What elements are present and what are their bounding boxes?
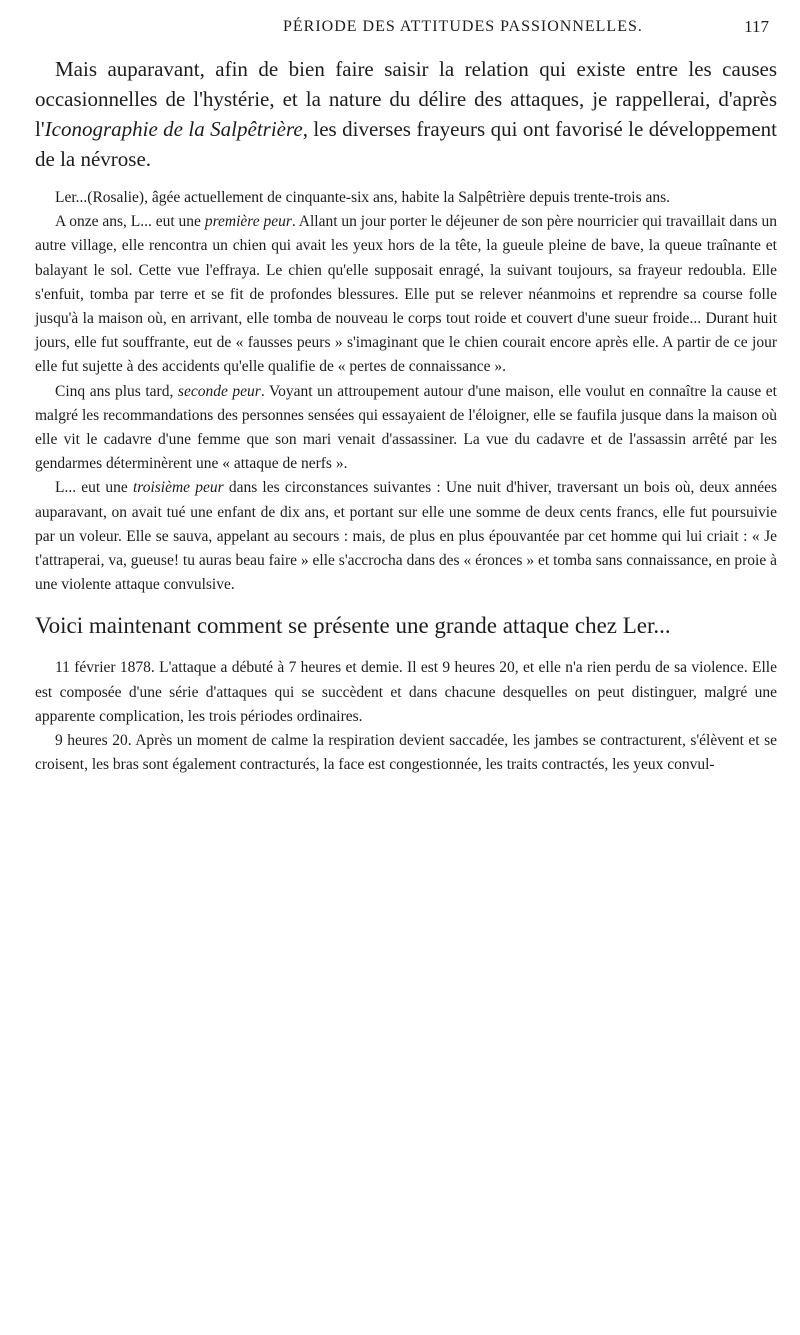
record-paragraph-2: 9 heures 20. Après un moment de calme la respiration devient saccadée, les jambes se contracturent, s'élèvent et se croisent, les bras sont également contracturés, la face est congestionnée, les traits contractés, les yeux convul- — [35, 732, 777, 774]
case-paragraph-4 — [35, 476, 777, 597]
case-paragraph-3 — [35, 380, 777, 477]
case-p3-text-a: Cinq ans plus tard, — [55, 382, 178, 400]
case-p4-italic: troisième peur — [132, 479, 224, 497]
intro-text-2: , les diverses frayeurs qui ont favorisé le développement de la névrose. — [35, 117, 778, 171]
intro-italic-title: Iconographie de la Salpêtrière — [44, 117, 303, 141]
case-p3-italic: seconde peur — [177, 382, 261, 400]
case-p4-text-b: dans les circonstances suivantes : Une nuit d'hiver, traversant un bois où, deux années auparavant, on avait tué une enfant de dix ans, et portant sur elle une somme de deux cents francs, elle fut poursuivie par un voleur. Elle se sauva, appelant au secours : mais, de plus en plus épouvantée par cet homme qui lui criait : « Je t'attraperai, va, gueuse! tu auras beau faire » elle s'accrocha dans des « éronces » et tomba sans connaissance, en proie à une violente attaque convulsive. — [35, 479, 777, 594]
case-p3-text-b: . Voyant un attroupement autour d'une maison, elle voulut en connaître la cause et malgré les recommandations des personnes sensées qui essayaient de l'éloigner, elle se faufila jusque dans la maison où elle vit le cadavre d'une femme que son mari venait d'assassiner. La vue du cadavre et de l'assassin arrêté par les gendarmes déterminèrent une « attaque de nerfs ». — [35, 382, 777, 473]
case-p2-italic: première peur — [204, 213, 292, 231]
case-p2-text-b: . Allant un jour porter le déjeuner de son père nourricier qui travaillait dans un autre village, elle rencontra un chien qui avait les yeux hors de la tête, la gueule pleine de bave, la queue traînante et balayant le sol. Cette vue l'effraya. Le chien qu'elle supposait enragé, la suivant toujours, sa frayeur redoubla. Elle s'enfuit, tomba par terre et se fit de profondes blessures. Elle put se relever néanmoins et reprendre sa course folle jusqu'à la maison où, en arrivant, elle tomba de nouveau le corps tout roide et couvert d'une sueur froide... Durant huit jours, elle fut souffrante, eut de « fausses peurs » s'imaginant que le chien courait encore après elle. A partir de ce jour elle fut sujette à des accidents qu'elle qualifie de « pertes de connaissance ». — [35, 213, 777, 376]
running-title: PÉRIODE DES ATTITUDES PASSIONNELLES. — [283, 18, 643, 35]
case-p4-text-a: L... eut une — [55, 479, 133, 497]
case-p2-text-a: A onze ans, L... eut une — [55, 213, 205, 231]
intro-text-1: Mais auparavant, afin de bien faire saisir la relation qui existe entre les causes occasionnelles de l'hystérie, et la nature du délire des attaques, je rappellerai, d'après l' — [35, 57, 777, 141]
intro-paragraph — [35, 54, 777, 174]
book-page — [35, 0, 777, 1335]
case-history — [35, 186, 777, 597]
case-paragraph-2 — [35, 210, 777, 379]
case-paragraph-1: Ler...(Rosalie), âgée actuellement de cinquante-six ans, habite la Salpêtrière depuis trente-trois ans. — [55, 189, 671, 206]
section-subhead: Voici maintenant comment se présente une grande attaque chez Ler... — [35, 613, 671, 639]
page-number: 117 — [744, 17, 769, 36]
running-head — [35, 12, 777, 44]
attack-record — [35, 656, 777, 777]
record-paragraph-1: 11 février 1878. L'attaque a débuté à 7 heures et demie. Il est 9 heures 20, et elle n'a rien perdu de sa violence. Elle est composée d'une série d'attaques qui se succèdent et dans chacune desquelles on peut distinguer, malgré une apparente complication, les trois périodes ordinaires. — [35, 659, 777, 725]
